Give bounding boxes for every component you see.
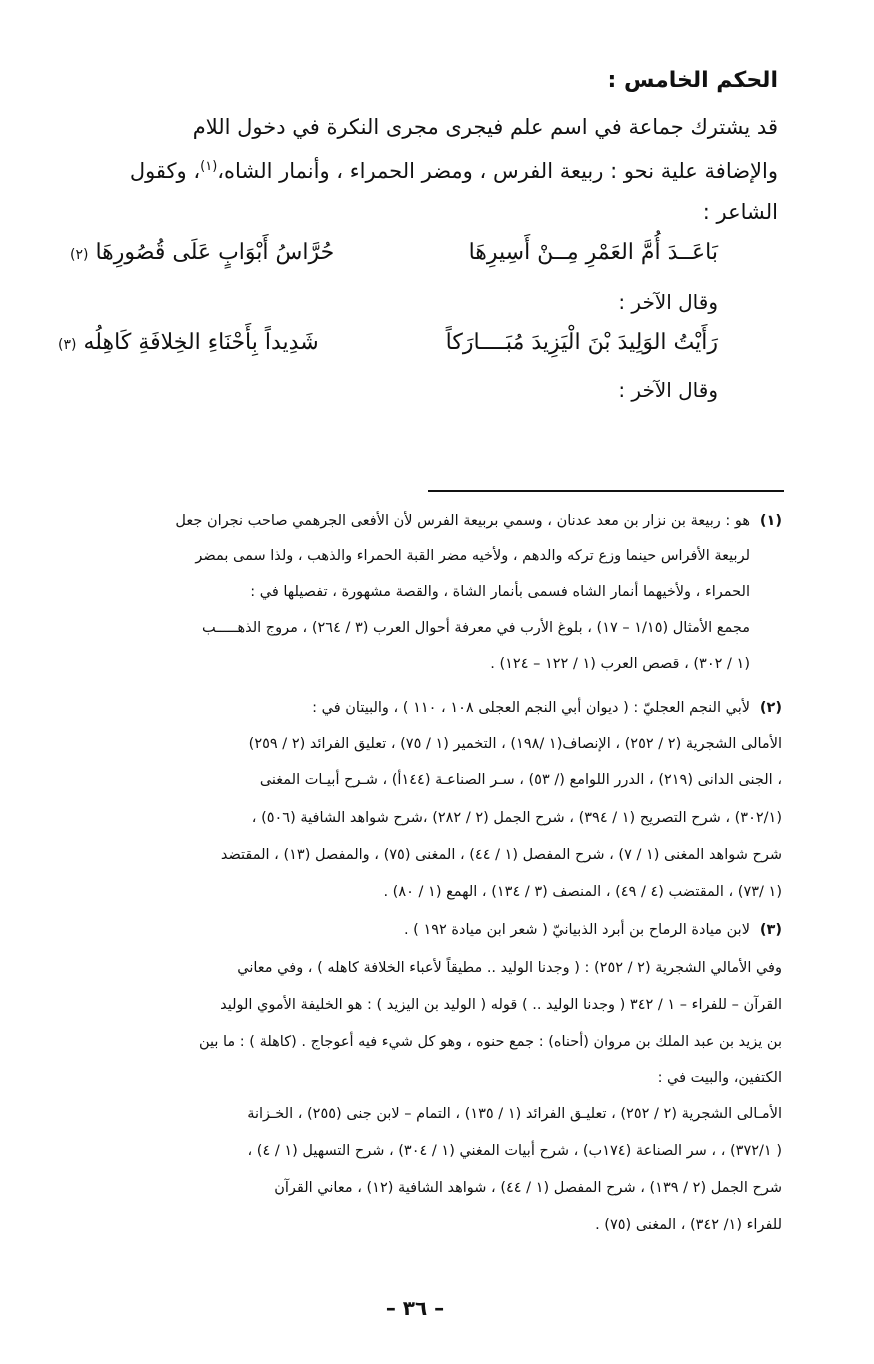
footnote-3-line-9: للفراء (١/ ٣٤٢) ، المغنى (٧٥) . (595, 1217, 782, 1233)
footnote-2-number: (٢) (759, 700, 782, 716)
paragraph-line-3: الشاعر : (702, 200, 778, 224)
footnote-3-line-5: الكتفين، والبيت في : (657, 1070, 782, 1086)
footnote-1-line-2: لربيعة الأفراس حينما وزع تركه والدهم ، ولأخيه مضر القبة الحمراء والذهب ، ولذا سمى بمضر (195, 548, 750, 564)
footnote-2-line-2: الأمالى الشجرية (٢ / ٢٥٢) ، الإنصاف(١ /١٩٨) ، التخمير (١ / ٧٥) ، تعليق الفرائد (٢ / ٢٥٩) (248, 736, 782, 752)
footnote-2-line-5: شرح شواهد المغنى (١ / ٧) ، شرح المفصل (١ / ٤٤) ، المغنى (٧٥) ، والمفصل (١٣) ، المقتضد (220, 847, 782, 863)
footnote-ref-3: (٣) (58, 337, 77, 353)
paragraph-line-1: قد يشترك جماعة في اسم علم فيجرى مجرى النكرة في دخول اللام (192, 115, 778, 139)
footnote-1-number: (١) (759, 513, 782, 529)
footnote-3-line-1: لابن ميادة الرماح بن أبرد الذبيانيّ ( شعر ابن ميادة ١٩٢ ) . (403, 922, 750, 938)
footnote-1-line-3: الحمراء ، ولأخيهما أنمار الشاه فسمى بأنمار الشاة ، والقصة مشهورة ، تفصيلها في : (250, 584, 750, 600)
footnote-3-line-4: بن يزيد بن عبد الملك بن مروان (أحناه) : جمع حنوه ، وهو كل شيء فيه أعوجاج . (كاهلة ) : ما بين (198, 1034, 782, 1050)
verse-2-first-hemistich: رَأَيْتُ الوَلِيدَ بْنَ الْيَزِيدَ مُبَــــارَكاً (445, 330, 718, 355)
paragraph-line-2-text: والإضافة علية نحو : ربيعة الفرس ، ومضر الحمراء ، وأنمار الشاه، (217, 159, 778, 183)
footnote-1-line-1: هو : ربيعة بن نزار بن معد عدنان ، وسمي بربيعة الفرس لأن الأفعى الجرهمي صاحب نجران جعل (175, 513, 750, 529)
footnote-3-line-6: الأمـالى الشجرية (٢ / ٢٥٢) ، تعليـق الفرائد (١ / ١٣٥) ، التمام – لابن جنى (٢٥٥) ، الخـزانة (247, 1106, 782, 1122)
paragraph-line-2-end: ، وكقول (129, 159, 201, 183)
footnote-2-line-1: لأبي النجم العجليّ : ( ديوان أبي النجم العجلى ١٠٨ ، ١١٠ ) ، والبيتان في : (312, 700, 750, 716)
verse-2-second-hemistich (52, 330, 319, 355)
footnote-2-line-3: ، الجنى الدانى (٢١٩) ، الدرر اللوامع (/ ٥٣) ، سـر الصناعـة (١٤٤أ) ، شـرح أبيـات المغنى (259, 772, 782, 788)
footnote-1-line-5: (١ / ٣٠٢) ، قصص العرب (١ / ١٢٢ – ١٢٤) . (490, 656, 750, 672)
footnote-3-line-3: القرآن – للفراء – ١ / ٣٤٢ ( وجدنا الوليد .. ) قوله ( الوليد بن اليزيد ) : هو الخليفة الأموي الوليد (220, 997, 782, 1013)
verse-1-second-hemistich (64, 240, 334, 265)
footnote-3-number: (٣) (759, 922, 782, 938)
footnote-ref-2: (٢) (70, 247, 89, 263)
footnote-3-line-7: ( ٣٧٢/١) ، ، سر الصناعة (١٧٤ب) ، شرح أبيات المغني (١ / ٣٠٤) ، شرح التسهيل (١ / ٤) ، (247, 1143, 782, 1159)
poet-intro-1: وقال الآخر : (618, 290, 718, 314)
footnote-1-line-4: مجمع الأمثال (١/١٥ – ١٧) ، بلوغ الأرب في معرفة أحوال العرب (٣ / ٢٦٤) ، مروج الذهـــــب (202, 620, 750, 636)
verse-1 (64, 240, 718, 288)
section-heading: الحكم الخامس : (607, 68, 778, 93)
footnote-separator (428, 490, 784, 492)
footnote-3-line-2: وفي الأمالي الشجرية (٢ / ٢٥٢) : ( وجدنا الوليد .. مطيقاً لأعباء الخلافة كاهله ) ، وفي معاني (237, 960, 782, 976)
footnote-2-line-4: (٣٠٢/١) ، شرح التصريح (١ / ٣٩٤) ، شرح الجمل (٢ / ٢٨٢) ،شرح شواهد الشافية (٥٠٦) ، (251, 810, 782, 826)
footnote-3-line-8: شرح الجمل (٢ / ١٣٩) ، شرح المفصل (١ / ٤٤) ، شواهد الشافية (١٢) ، معاني القرآن (274, 1180, 782, 1196)
verse-1-second-text: حُرَّاسُ أَبْوَابٍ عَلَى قُصُورِهَا (95, 240, 335, 265)
verse-2-second-text: شَدِيداً بِأَحْنَاءِ الخِلافَةِ كَاهِلُه (83, 330, 319, 355)
footnote-ref-1: (١) (200, 159, 218, 174)
page-number: – ٣٦ – (385, 1296, 445, 1320)
verse-1-first-hemistich: بَاعَــدَ أُمَّ العَمْرِ مِــنْ أَسِيرِهَا (468, 240, 718, 265)
poet-intro-2: وقال الآخر : (618, 378, 718, 402)
verse-2 (52, 330, 718, 378)
footnote-2-line-6: (١ /٧٣) ، المقتضب (٤ / ٤٩) ، المنصف (٣ / ١٣٤) ، الهمع (١ / ٨٠) . (383, 884, 782, 900)
paragraph-line-2 (130, 159, 778, 183)
